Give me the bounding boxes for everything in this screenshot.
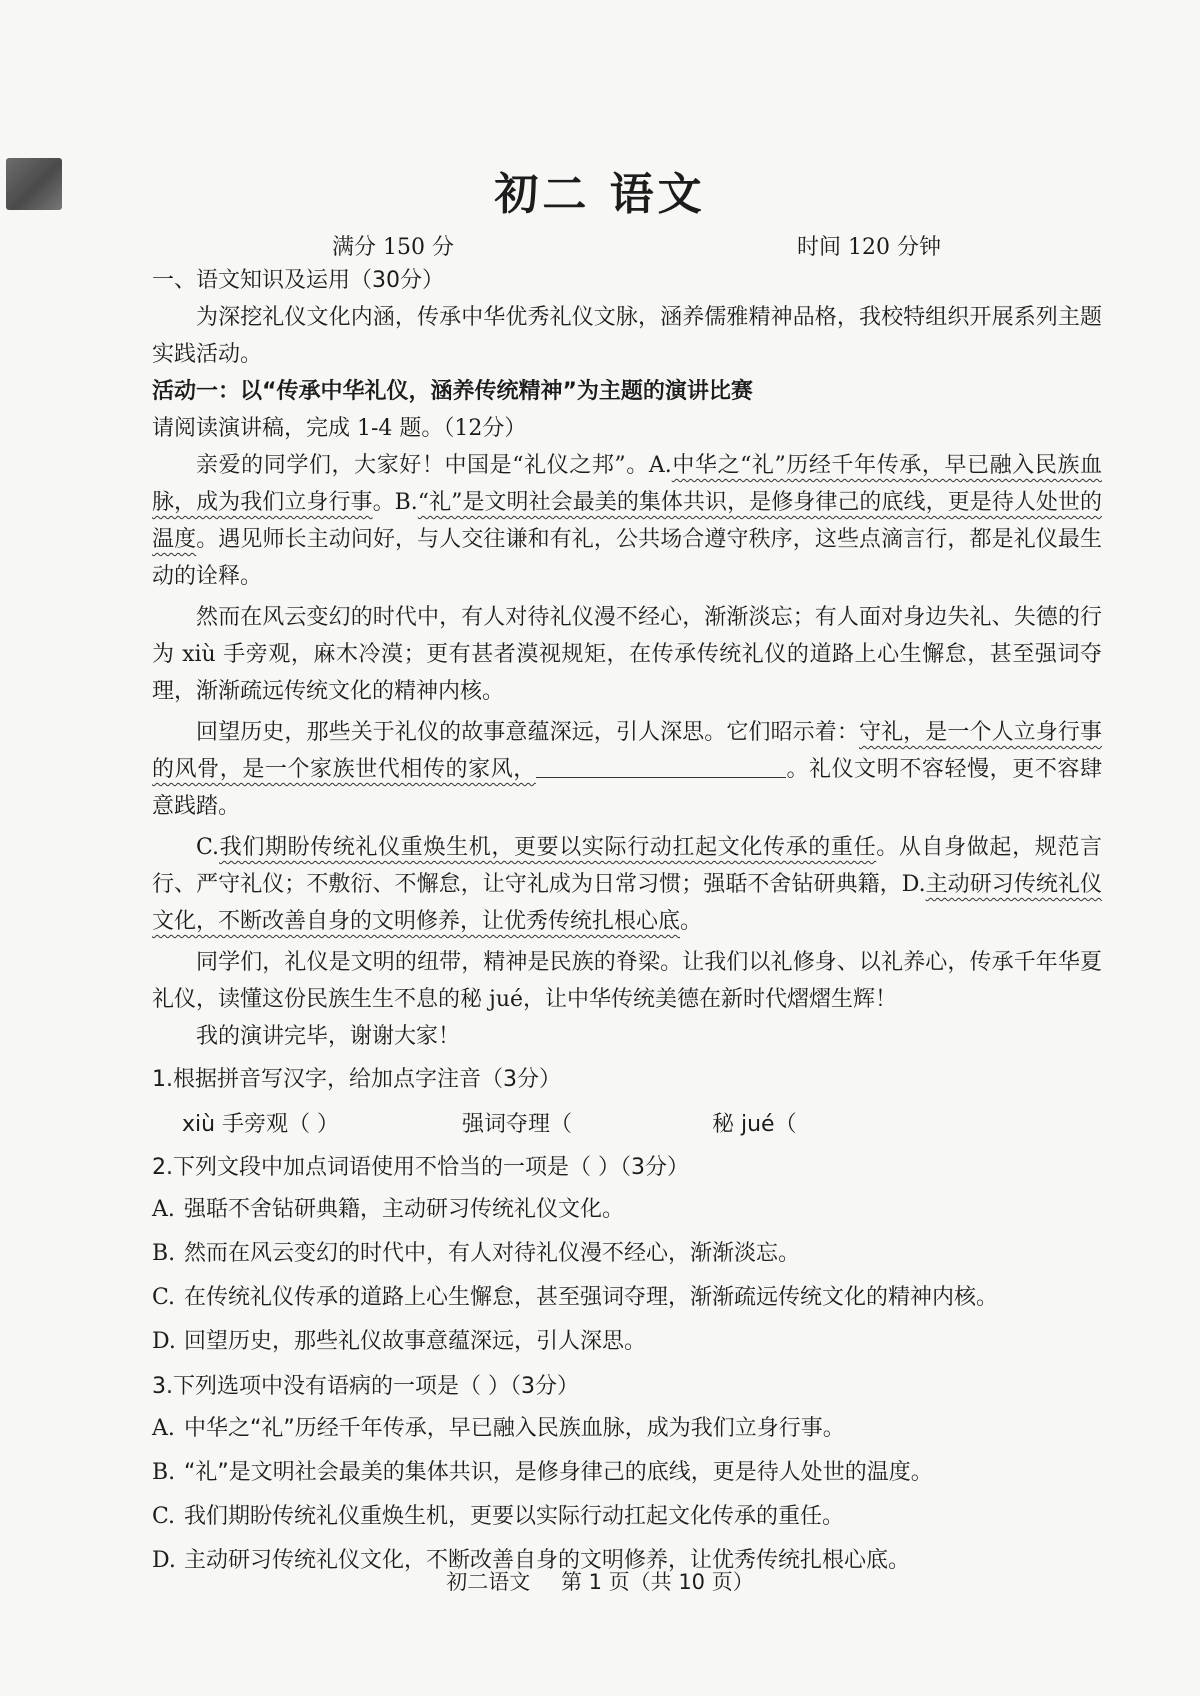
q2-option-c[interactable]: C. 在传统礼仪传承的道路上心生懈怠，甚至强词夺理，渐渐疏远传统文化的精神内核。 [152, 1285, 999, 1310]
q1-item-2[interactable]: 强词夺理（ [462, 1112, 573, 1137]
question-1-items [182, 1106, 1102, 1143]
question-1-stem: 1.根据拼音写汉字，给加点字注音（3分） [152, 1067, 561, 1092]
speech-paragraph-4: C.我们期盼传统礼仪重焕生机，更要以实际行动扛起文化传承的重任。从自身做起，规范言行、严守礼仪；不敷衍、不懈怠，让守礼成为日常习惯；强聒不舍钻研典籍，D.主动研习传统礼仪文化，不断改善自身的文明修养，让优秀传统扎根心底。 [152, 835, 1102, 934]
q2-option-b[interactable]: B. 然而在风云变幻的时代中，有人对待礼仪漫不经心，渐渐淡忘。 [152, 1241, 801, 1266]
page-title: 初二 语文 [494, 169, 706, 220]
section-intro: 为深挖礼仪文化内涵，传承中华优秀礼仪文脉，涵养儒雅精神品格，我校特组织开展系列主题实践活动。 [152, 305, 1102, 367]
q3-option-d[interactable]: D. 主动研习传统礼仪文化，不断改善自身的文明修养，让优秀传统扎根心底。 [152, 1548, 911, 1573]
wavy-underlined-sentence: 守礼，是一个人立身行事的风骨，是一个家族世代相传的家风， [152, 720, 1102, 782]
sentence-b: “礼”是文明社会最美的集体共识，是修身律己的底线，更是待人处世的温度 [152, 490, 1102, 552]
activity-title: 活动一：以“传承中华礼仪，涵养传统精神”为主题的演讲比赛 [152, 379, 753, 404]
q3-option-b[interactable]: B. “礼”是文明社会最美的集体共识，是修身律己的底线，更是待人处世的温度。 [152, 1460, 933, 1485]
q3-option-c[interactable]: C. 我们期盼传统礼仪重焕生机，更要以实际行动扛起文化传承的重任。 [152, 1504, 845, 1529]
fill-in-blank[interactable] [536, 755, 786, 778]
speech-paragraph-2: 然而在风云变幻的时代中，有人对待礼仪漫不经心，渐渐淡忘；有人面对身边失礼、失德的行为 xiù 手旁观，麻木冷漠；更有甚者漠视规矩，在传承传统礼仪的道路上心生懈怠，甚至强词夺理，渐渐疏远传统文化的精神内核。 [152, 605, 1102, 704]
q1-item-1[interactable]: xiù 手旁观（ ） [182, 1112, 340, 1137]
footer-subject: 初二语文 [446, 1570, 531, 1594]
reading-instruction: 请阅读演讲稿，完成 1-4 题。（12分） [152, 416, 527, 441]
sentence-d: 主动研习传统礼仪文化，不断改善自身的文明修养，让优秀传统扎根心底 [152, 872, 1102, 934]
page-footer [0, 1566, 1200, 1596]
speech-paragraph-1: 亲爱的同学们，大家好！中国是“礼仪之邦”。A.中华之“礼”历经千年传承，早已融入民族血脉，成为我们立身行事。B.“礼”是文明社会最美的集体共识，是修身律己的底线，更是待人处世的温度。遇见师长主动问好，与人交往谦和有礼，公共场合遵守秩序，这些点滴言行，都是礼仪最生动的诠释。 [152, 453, 1102, 589]
speech-paragraph-3: 回望历史，那些关于礼仪的故事意蕴深远，引人深思。它们昭示着：守礼，是一个人立身行事的风骨，是一个家族世代相传的家风， 。礼仪文明不容轻慢，更不容肆意践踏。 [152, 720, 1102, 819]
question-2-stem: 2.下列文段中加点词语使用不恰当的一项是（ ）（3分） [152, 1155, 689, 1180]
q3-option-a[interactable]: A. 中华之“礼”历经千年传承，早已融入民族血脉，成为我们立身行事。 [152, 1416, 845, 1441]
speech-paragraph-5: 同学们，礼仪是文明的纽带，精神是民族的脊梁。让我们以礼修身、以礼养心，传承千年华夏礼仪，读懂这份民族生生不息的秘 jué，让中华传统美德在新时代熠熠生辉！ [152, 950, 1102, 1012]
speech-closing: 我的演讲完毕，谢谢大家！ [196, 1024, 461, 1049]
q2-option-d[interactable]: D. 回望历史，那些礼仪故事意蕴深远，引人深思。 [152, 1329, 647, 1354]
question-3-stem: 3.下列选项中没有语病的一项是（ ）（3分） [152, 1374, 579, 1399]
exam-time: 时间 120 分钟 [797, 235, 941, 260]
footer-page-number: 第 1 页（共 10 页） [560, 1570, 754, 1594]
q2-option-a[interactable]: A. 强聒不舍钻研典籍，主动研习传统礼仪文化。 [152, 1197, 625, 1222]
sentence-c: 我们期盼传统礼仪重焕生机，更要以实际行动扛起文化传承的重任 [219, 835, 877, 860]
section-title: 一、语文知识及运用（30分） [152, 268, 444, 293]
exam-content [152, 262, 1102, 1581]
sentence-a: 中华之“礼”历经千年传承，早已融入民族血脉，成为我们立身行事 [152, 453, 1102, 515]
q1-item-3[interactable]: 秘 jué（ [712, 1112, 797, 1137]
full-score: 满分 150 分 [332, 235, 454, 260]
